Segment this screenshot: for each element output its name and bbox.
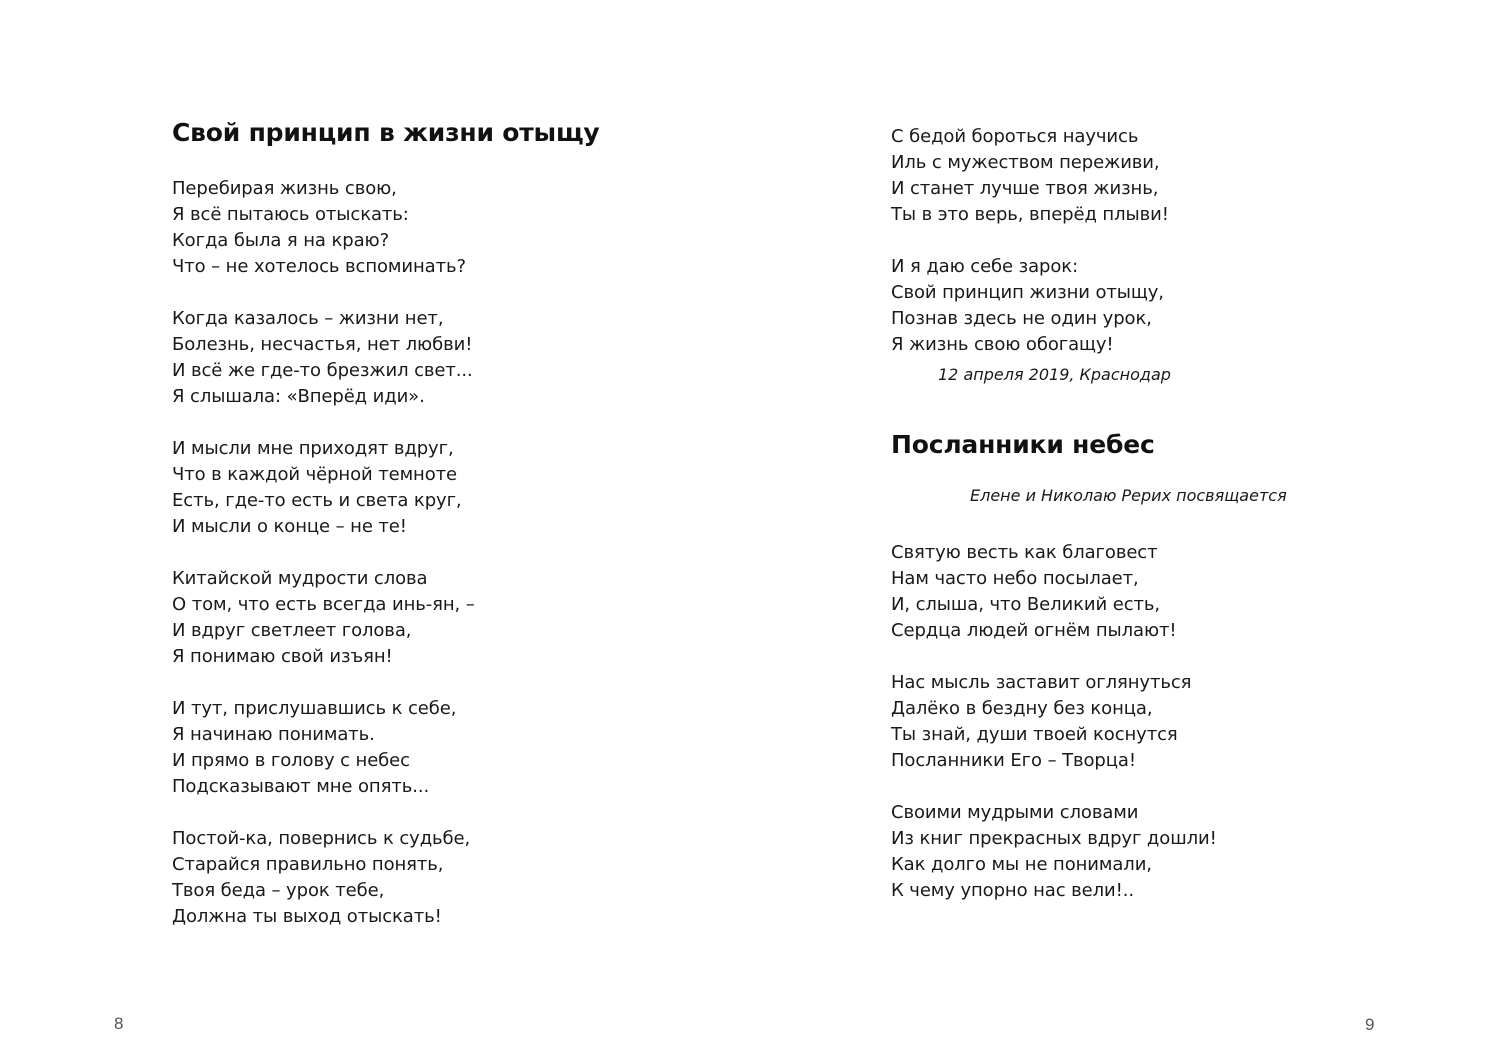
verse-line: Иль с мужеством переживи,	[891, 152, 1160, 173]
stanza	[172, 176, 475, 280]
verse-line: И я даю себе зарок:	[891, 256, 1079, 277]
verse-line: Своими мудрыми словами	[891, 802, 1139, 823]
verse-line: Я начинаю понимать.	[172, 724, 375, 745]
verse-line: Ты в это верь, вперёд плыви!	[891, 204, 1169, 225]
poem-title: Свой принцип в жизни отыщу	[172, 118, 600, 147]
stanza	[891, 540, 1217, 644]
verse-line: И вдруг светлеет голова,	[172, 620, 412, 641]
verse-line: Свой принцип жизни отыщу,	[891, 282, 1164, 303]
verse-line: Должна ты выход отыскать!	[172, 906, 442, 927]
verse-line: И всё же где-то брезжил свет...	[172, 360, 473, 381]
verse-line: Что – не хотелось вспоминать?	[172, 256, 466, 277]
verse-line: Из книг прекрасных вдруг дошли!	[891, 828, 1217, 849]
page-number: 9	[1365, 1015, 1375, 1034]
verse-line: Нас мысль заставит оглянуться	[891, 672, 1192, 693]
verse-line: И тут, прислушавшись к себе,	[172, 698, 457, 719]
stanza	[891, 800, 1217, 904]
verse-line: Я понимаю свой изъян!	[172, 646, 393, 667]
verse-line: К чему упорно нас вели!..	[891, 880, 1134, 901]
page-number: 8	[114, 1014, 124, 1033]
stanza	[891, 124, 1169, 228]
verse-line: Твоя беда – урок тебе,	[172, 880, 385, 901]
verse-line: Подсказывают мне опять...	[172, 776, 430, 797]
stanza	[172, 696, 475, 800]
verse-line: О том, что есть всегда инь-ян, –	[172, 594, 475, 615]
verse-line: И, слыша, что Великий есть,	[891, 594, 1161, 615]
verse-line: Познав здесь не один урок,	[891, 308, 1152, 329]
verse-line: Посланники Его – Творца!	[891, 750, 1136, 771]
verse-line: Когда казалось – жизни нет,	[172, 308, 444, 329]
verse-line: Постой-ка, повернись к судьбе,	[172, 828, 471, 849]
verse-line: Ты знай, души твоей коснутся	[891, 724, 1178, 745]
verse-line: Китайской мудрости слова	[172, 568, 428, 589]
verse-line: И станет лучше твоя жизнь,	[891, 178, 1159, 199]
verse-line: Старайся правильно понять,	[172, 854, 444, 875]
verse-line: Я всё пытаюсь отыскать:	[172, 204, 409, 225]
verse-line: С бедой бороться научись	[891, 126, 1139, 147]
poem-body	[891, 540, 1217, 904]
stanza	[172, 306, 475, 410]
stanza	[891, 670, 1217, 774]
poem-title: Посланники небес	[891, 430, 1155, 459]
verse-line: Сердца людей огнём пылают!	[891, 620, 1177, 641]
verse-line: И мысли мне приходят вдруг,	[172, 438, 454, 459]
poem-body	[172, 176, 475, 930]
stanza	[172, 566, 475, 670]
stanza	[891, 254, 1169, 358]
dedication: Елене и Николаю Рерих посвящается	[970, 486, 1287, 505]
verse-line: И мысли о конце – не те!	[172, 516, 407, 537]
verse-line: Болезнь, несчастья, нет любви!	[172, 334, 473, 355]
verse-line: Я жизнь свою обогащу!	[891, 334, 1114, 355]
verse-line: Есть, где-то есть и света круг,	[172, 490, 462, 511]
date-place-signature: 12 апреля 2019, Краснодар	[938, 365, 1171, 384]
stanza	[172, 826, 475, 930]
stanza	[172, 436, 475, 540]
verse-line: Святую весть как благовест	[891, 542, 1158, 563]
verse-line: Когда была я на краю?	[172, 230, 390, 251]
verse-line: Нам часто небо посылает,	[891, 568, 1139, 589]
left-page	[0, 0, 748, 1045]
verse-line: Я слышала: «Вперёд иди».	[172, 386, 425, 407]
verse-line: Как долго мы не понимали,	[891, 854, 1152, 875]
right-page	[748, 0, 1497, 1045]
verse-line: Что в каждой чёрной темноте	[172, 464, 458, 485]
verse-line: И прямо в голову с небес	[172, 750, 410, 771]
verse-line: Далёко в бездну без конца,	[891, 698, 1153, 719]
verse-line: Перебирая жизнь свою,	[172, 178, 397, 199]
poem-continuation	[891, 124, 1169, 358]
